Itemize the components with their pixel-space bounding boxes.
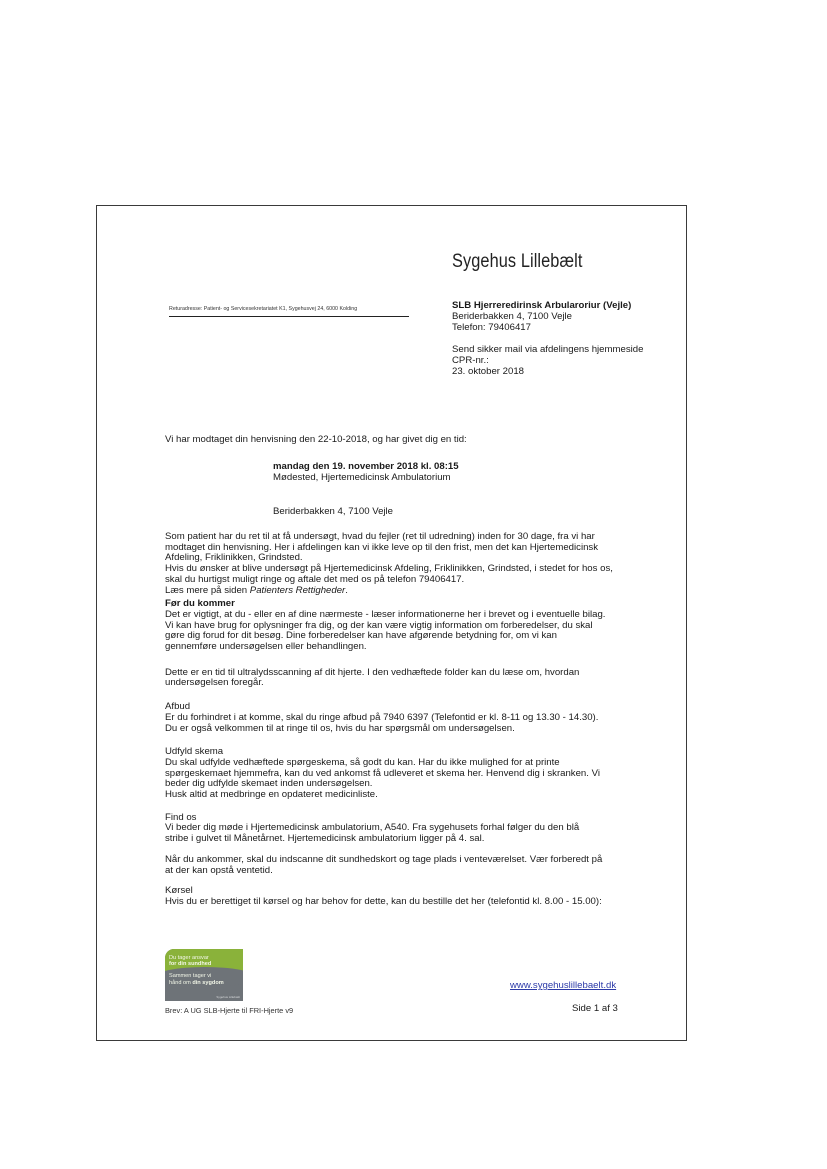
return-address: Returadresse: Patient- og Servicesekretariatet K1, Sygehusvej 24, 6000 Kolding <box>169 306 409 317</box>
directions-line: stribe i gulvet til Månetårnet. Hjertemedicinsk ambulatorium ligger på 4. sal. <box>165 833 485 845</box>
appointment-location: Mødested, Hjertemedicinsk Ambulatorium <box>273 472 451 483</box>
sender-department: SLB Hjerreredirinsk Arbularoriur (Vejle) <box>452 300 632 311</box>
appointment-block <box>273 461 459 483</box>
spacer <box>165 734 613 747</box>
cancel-line: Du er også velkommen til at ringe til os, hvis du har spørgsmål om undersøgelsen. <box>165 722 515 734</box>
cancel-line: Er du forhindret i at komme, skal du ringe afbud på 7940 6397 (Telefontid er kl. 8-11 og 13.30 - 14.30). <box>165 711 599 723</box>
logo-text-prefix: hånd om <box>169 980 193 986</box>
transport-line: Hvis du er berettiget til kørsel og har behov for dette, kan du bestille det her (telefontid kl. 8.00 - 15.00): <box>165 895 602 907</box>
before-line: Vi kan have brug for oplysninger fra dig, og der kan være vigtig information om forberedelser, du skal <box>165 619 593 631</box>
website-link[interactable]: www.sygehuslillebaelt.dk <box>510 980 617 991</box>
before-line: gøre dig forud for dit besøg. Dine forberedelser kan have afgørende betydning for, om vi kan <box>165 630 557 642</box>
appointment-datetime: mandag den 19. november 2018 kl. 08:15 <box>273 461 459 472</box>
appointment-address: Beriderbakken 4, 7100 Vejle <box>273 506 394 517</box>
logo-text-line: for din sundhed <box>169 961 212 967</box>
spacer <box>165 653 613 668</box>
form-heading: Udfyld skema <box>165 746 224 758</box>
spacer <box>165 689 613 702</box>
page-number: Side 1 af 3 <box>572 1003 618 1014</box>
campaign-logo <box>165 949 243 1001</box>
directions-heading: Find os <box>165 811 197 823</box>
scan-line: undersøgelsen foregår. <box>165 677 264 689</box>
logo-text-line <box>169 980 224 986</box>
arrival-line: at der kan opstå ventetid. <box>165 864 273 876</box>
logo-text-bold: din sygdom <box>192 980 224 986</box>
hospital-brand-name: Sygehus Lillebælt <box>452 251 583 272</box>
rights-read-more-prefix: Læs mere på siden <box>165 584 250 596</box>
rights-line: Hvis du ønsker at blive undersøgt på Hjertemedicinsk Afdeling, Friklinikken, Grindsted, i stedet for hos os, <box>165 563 613 575</box>
spacer <box>165 876 613 886</box>
cancel-heading: Afbud <box>165 701 191 713</box>
cpr-label: CPR-nr.: <box>452 355 489 366</box>
arrival-line: Når du ankommer, skal du indscanne dit sundhedskort og tage plads i venteværelset. Vær forberedt på <box>165 853 603 865</box>
form-line: beder dig udfylde skemaet inden undersøgelsen. <box>165 778 373 790</box>
letter-body <box>165 532 613 908</box>
before-heading: Før du kommer <box>165 598 235 610</box>
sender-block <box>452 300 643 377</box>
before-line: gennemføre undersøgelsen eller behandlingen. <box>165 641 367 653</box>
rights-line: modtaget din henvisning. Her i afdelingen kan vi ikke leve op til den frist, men det kan Hjertemedicinsk <box>165 541 599 553</box>
form-line: Husk altid at medbringe en opdateret medicinliste. <box>165 789 378 801</box>
letter-reference: Brev: A UG SLB-Hjerte til FRI-Hjerte v9 <box>165 1006 294 1015</box>
rights-read-more-suffix: . <box>345 584 348 596</box>
scan-line: Dette er en tid til ultralydsscanning af dit hjerte. I den vedhæftede folder kan du læse om, hvordan <box>165 666 580 678</box>
logo-text-line: Sammen tager vi <box>169 973 212 979</box>
form-line: Du skal udfylde vedhæftede spørgeskema, så godt du kan. Har du ikke mulighed for at printe <box>165 756 560 768</box>
spacer <box>165 801 613 813</box>
rights-line: Afdeling, Friklinikken, Grindsted. <box>165 552 303 564</box>
logo-small-print: Sygehus Lillebælt <box>216 995 240 999</box>
rights-read-more <box>165 586 613 597</box>
rights-line: Som patient har du ret til at få undersøgt, hvad du fejler (ret til udredning) inden for 30 dage, fra vi har <box>165 531 595 542</box>
intro-text: Vi har modtaget din henvisning den 22-10-2018, og har givet dig en tid: <box>165 434 467 445</box>
letter-date: 23. oktober 2018 <box>452 366 525 377</box>
rights-line: skal du hurtigst muligt ringe og aftale det med os på telefon 79406417. <box>165 573 465 585</box>
sender-address: Beriderbakken 4, 7100 Vejle <box>452 311 573 322</box>
patient-rights-link: Patienters Rettigheder <box>249 584 346 596</box>
before-line: Det er vigtigt, at du - eller en af dine nærmeste - læser informationerne her i brevet og i eventuelle bilag. <box>165 608 606 620</box>
form-line: spørgeskemaet hjemmefra, kan du ved ankomst få udleveret et skema her. Henvend dig i skranken. Vi <box>165 767 600 779</box>
sender-phone: Telefon: 79406417 <box>452 322 531 333</box>
logo-text-line: Du tager ansvar <box>169 955 209 961</box>
transport-heading: Kørsel <box>165 885 193 897</box>
letter-page <box>96 205 687 1041</box>
directions-line: Vi beder dig møde i Hjertemedicinsk ambulatorium, A540. Fra sygehusets forhal følger du den blå <box>165 822 580 834</box>
secure-mail-note: Send sikker mail via afdelingens hjemmeside <box>452 344 644 355</box>
spacer <box>452 333 643 344</box>
